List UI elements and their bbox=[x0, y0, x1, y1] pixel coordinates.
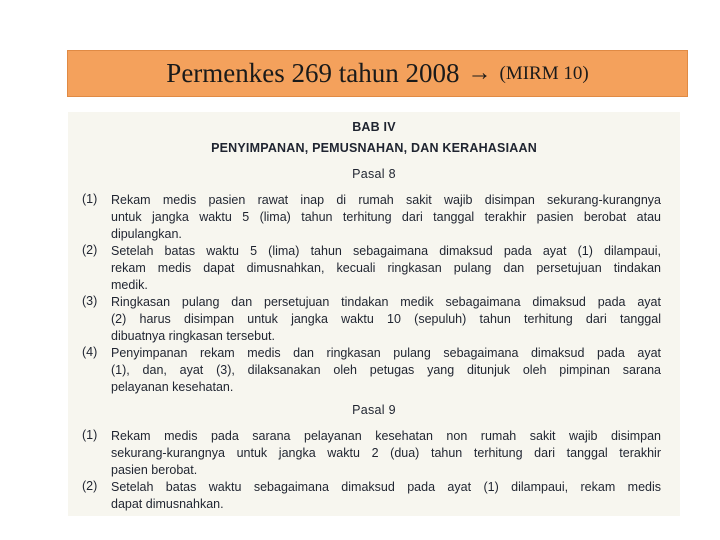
text-line: dapat dimusnahkan. bbox=[111, 497, 224, 511]
slide-title: Permenkes 269 tahun 2008 bbox=[166, 58, 460, 88]
item-number: (1) bbox=[82, 192, 98, 206]
arrow-right-icon: → bbox=[467, 60, 492, 86]
document-scan bbox=[68, 112, 680, 516]
text-line: rekam medis dapat dimusnahkan, kecuali ringkasan pulang dan persetujuan tindakan bbox=[111, 261, 661, 275]
item-number: (2) bbox=[82, 243, 98, 257]
item-text bbox=[111, 294, 661, 345]
slide-subtitle: (MIRM 10) bbox=[499, 62, 589, 84]
text-line: sekurang-kurangnya untuk jangka waktu 2 (dua) tahun terhitung dari tanggal terakhir bbox=[111, 446, 661, 460]
text-line: Rekam medis pasien rawat inap di rumah sakit wajib disimpan sekurang-kurangnya bbox=[111, 193, 661, 207]
item-text bbox=[111, 192, 661, 243]
item-number: (1) bbox=[82, 428, 98, 442]
item-number: (3) bbox=[82, 294, 98, 308]
item-text bbox=[111, 428, 661, 479]
text-line: dibuatnya ringkasan tersebut. bbox=[111, 329, 275, 343]
text-line: Setelah batas waktu 5 (lima) tahun sebagaimana dimaksud pada ayat (1) dilampaui, bbox=[111, 244, 661, 258]
bab-title: PENYIMPANAN, PEMUSNAHAN, DAN KERAHASIAAN bbox=[211, 141, 537, 155]
text-line: Setelah batas waktu sebagaimana dimaksud pada ayat (1) dilampaui, rekam medis bbox=[111, 480, 661, 494]
item-text bbox=[111, 345, 661, 396]
item-number: (4) bbox=[82, 345, 98, 359]
pasal-8-title: Pasal 8 bbox=[352, 167, 396, 181]
text-line: (1), dan, ayat (3), dilaksanakan oleh petugas yang ditunjuk oleh pimpinan sarana bbox=[111, 363, 661, 377]
text-line: pelayanan kesehatan. bbox=[111, 380, 234, 394]
text-line: dipulangkan. bbox=[111, 227, 182, 241]
pasal-9-title: Pasal 9 bbox=[352, 403, 396, 417]
text-line: Penyimpanan rekam medis dan ringkasan pulang sebagaimana dimaksud pada ayat bbox=[111, 346, 661, 360]
text-line: untuk jangka waktu 5 (lima) tahun terhitung dari tanggal terakhir pasien berobat atau bbox=[111, 210, 661, 224]
text-line: pasien berobat. bbox=[111, 463, 198, 477]
text-line: Ringkasan pulang dan persetujuan tindakan medik sebagaimana dimaksud pada ayat bbox=[111, 295, 661, 309]
text-line: (2) harus disimpan untuk jangka waktu 10 (sepuluh) tahun terhitung dari tanggal bbox=[111, 312, 661, 326]
item-number: (2) bbox=[82, 479, 98, 493]
text-line: medik. bbox=[111, 278, 148, 292]
slide-title-bar bbox=[67, 50, 688, 97]
text-line: Rekam medis pada sarana pelayanan kesehatan non rumah sakit wajib disimpan bbox=[111, 429, 661, 443]
bab-heading: BAB IV bbox=[352, 120, 396, 134]
item-text bbox=[111, 243, 661, 294]
item-text bbox=[111, 479, 661, 513]
